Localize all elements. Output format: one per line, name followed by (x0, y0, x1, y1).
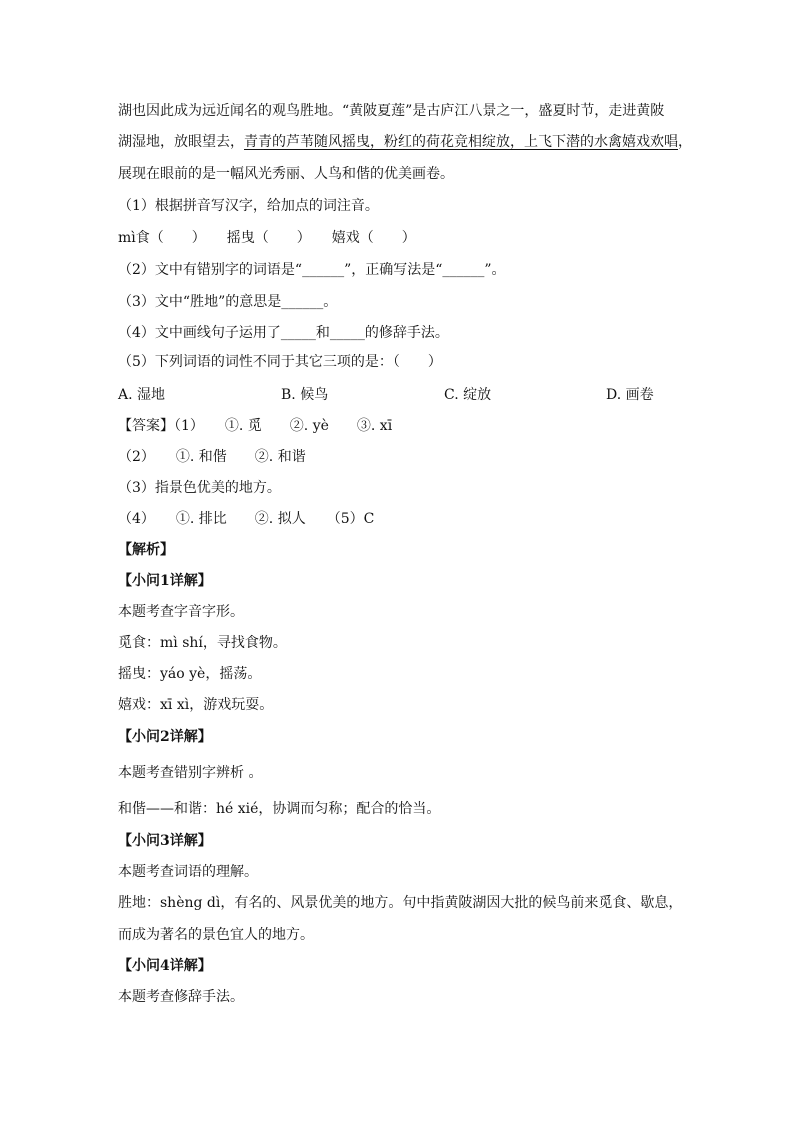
answer-line-1: 【答案】（1） ①. 觅 ②. yè ③. xī (118, 418, 393, 434)
option-d: D. 画卷 (606, 387, 654, 403)
analysis-1-line-4: 嬉戏：xī xì，游戏玩耍。 (118, 697, 274, 713)
analysis-2-line-2: 和偕——和谐：hé xié，协调而匀称；配合的恰当。 (118, 801, 441, 817)
analysis-1-line-2: 觅食：mì shí，寻找食物。 (118, 635, 287, 651)
answer-line-2: （2） ①. 和偕 ②. 和谐 (118, 449, 306, 465)
question-2: （2）文中有错别字的词语是“______”，正确写法是“______”。 (118, 262, 506, 278)
analysis-2-line-1: 本题考查错别字辨析 。 (118, 765, 263, 781)
option-a: A. 湿地 (118, 387, 166, 403)
answer-line-3: （3）指景色优美的地方。 (118, 480, 281, 496)
answer-line-4: （4） ①. 排比 ②. 拟人 （5）C (118, 511, 375, 527)
analysis-4-line-1: 本题考查修辞手法。 (118, 989, 244, 1005)
option-b: B. 候鸟 (281, 387, 329, 403)
paragraph-line-3: 展现在眼前的是一幅风光秀丽、人鸟和偕的优美画卷。 (118, 166, 454, 182)
sub-question-2-heading: 【小问2详解】 (118, 729, 212, 745)
analysis-3-line-3: 而成为著名的景色宜人的地方。 (118, 927, 314, 943)
question-1-items: mì食（ ） 摇曳（ ） 嬉戏（ ） (118, 230, 416, 246)
sub-question-3-heading: 【小问3详解】 (118, 833, 212, 849)
paragraph-line-2 (118, 132, 692, 152)
sub-question-4-heading: 【小问4详解】 (118, 958, 212, 974)
paragraph-line-2-start: 湖湿地，放眼望去， (118, 134, 244, 150)
question-4: （4）文中画线句子运用了_____和_____的修辞手法。 (118, 325, 449, 341)
paragraph-line-1: 湖也因此成为远近闻名的观鸟胜地。“黄陂夏莲”是古庐江八景之一，盛夏时节，走进黄陂 (118, 103, 665, 119)
question-1: （1）根据拼音写汉字，给加点的词注音。 (118, 198, 379, 214)
question-5: （5）下列词语的词性不同于其它三项的是：（ ） (118, 354, 442, 370)
option-c: C. 绽放 (444, 387, 492, 403)
analysis-3-line-1: 本题考查词语的理解。 (118, 864, 258, 880)
question-3: （3）文中“胜地”的意思是______。 (118, 294, 338, 310)
sub-question-1-heading: 【小问1详解】 (118, 573, 212, 589)
analysis-3-line-2: 胜地：shèng dì，有名的、风景优美的地方。句中指黄陂湖因大批的候鸟前来觅食、歇息， (118, 895, 683, 911)
paragraph-line-2-end: ， (678, 134, 692, 150)
analysis-1-line-3: 摇曳：yáo yè，摇荡。 (118, 666, 262, 682)
analysis-heading: 【解析】 (118, 542, 174, 558)
question-5-options (118, 385, 678, 405)
underlined-sentence: 青青的芦苇随风摇曳，粉红的荷花竞相绽放，上飞下潜的水禽嬉戏欢唱 (244, 134, 678, 150)
analysis-1-line-1: 本题考查字音字形。 (118, 604, 244, 620)
